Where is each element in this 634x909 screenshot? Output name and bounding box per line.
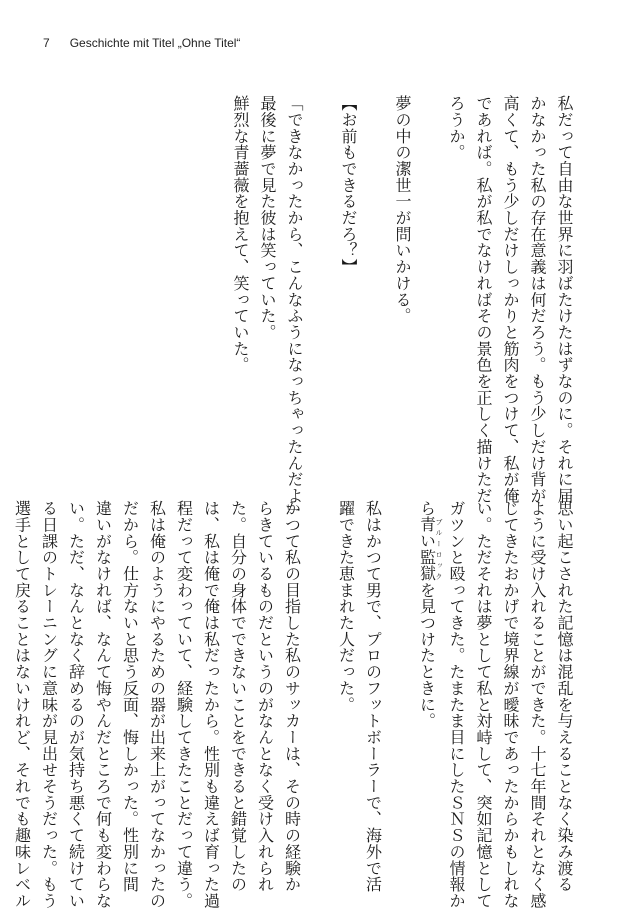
text-line: 私は俺のようにやるための器が出来上がってなかったの	[147, 500, 167, 909]
text-line: 思い起こされた記憶は混乱を与えることなく染み渡る	[555, 500, 574, 893]
ruby-reading: ブルーロック	[435, 516, 443, 582]
text-line: 選手として戻ることはないけれど、それでも趣味レベル	[12, 500, 32, 909]
text-line: 程だって変わっていて、経験してきたことだって違う。	[174, 500, 194, 909]
text-line: 【お前もできるだろ？】	[339, 95, 358, 275]
text-line: い。ただそれは夢として私と対峙して、突如記憶として	[474, 500, 493, 909]
lower-text-block	[9, 500, 579, 909]
blank-line	[308, 95, 335, 480]
text-line: 私だって自由な世界に羽ばたけたはずなのに。それに届	[555, 95, 574, 504]
blank-line	[306, 500, 333, 860]
blank-line	[387, 500, 414, 860]
text-line: 躍できた恵まれた人だった。	[336, 500, 356, 713]
upper-text-block	[227, 95, 578, 521]
text-line: ろうか。	[447, 95, 466, 161]
text-line: じてきたおかげで境界線が曖昧であったからかもしれな	[501, 500, 520, 909]
blank-line	[362, 95, 389, 480]
text-line-with-ruby	[414, 500, 444, 860]
page-number: 7	[43, 36, 50, 50]
text-line: かつて私の目指した私のサッカーは、その時の経験か	[282, 500, 302, 893]
text-line: る日課のトレーニングに意味が見出せそうだった。もう	[39, 500, 59, 909]
text-line: だから。仕方ないと思う反面、悔しかった。性別に間	[120, 500, 140, 893]
blank-line	[416, 95, 443, 480]
text-segment: ら	[417, 500, 437, 517]
text-line: らきているものだというのがなんとなく受け入れられ	[255, 500, 275, 893]
text-line: 「できなかったから、こんなふうになっちゃったんだよ」	[285, 95, 304, 521]
ruby-base: 青い監獄	[417, 516, 437, 582]
ruby-annotation	[417, 516, 443, 582]
text-line: かなかった私の存在意義は何だろう。もう少しだけ背が	[528, 95, 547, 504]
text-line: た。自分の身体でできないことをできると錯覚したの	[228, 500, 248, 893]
text-line: ように受け入れることができた。十七年間それとなく感	[528, 500, 547, 909]
text-line: 違いがなければ、なんて悔やんだところで何も変わらな	[93, 500, 113, 909]
running-title: Geschichte mit Titel „Ohne Titel“	[69, 36, 241, 50]
text-segment: を見つけたときに。	[417, 581, 437, 729]
text-line: であれば。私が私でなければその景色を正しく描けただ	[474, 95, 493, 504]
text-line: 夢の中の潔世一が問いかける。	[393, 95, 412, 324]
text-line: 高くて、もう少しだけしっかりと筋肉をつけて、私が俺	[501, 95, 520, 504]
text-line: は、私は俺で俺は私だったから。性別も違えば育った過	[201, 500, 221, 909]
text-line: 最後に夢で見た彼は笑っていた。	[258, 95, 277, 341]
text-line: 鮮烈な青薔薇を抱えて、笑っていた。	[231, 95, 250, 373]
text-line: 私はかつて男で、プロのフットボーラーで、海外で活	[363, 500, 383, 893]
text-line: ガツンと殴ってきた。たまたま目にしたＳＮＳの情報か	[447, 500, 466, 909]
text-line: い。ただ、なんとなく辞めるのが気持ち悪くて続けてい	[66, 500, 86, 909]
page-header	[43, 36, 240, 50]
